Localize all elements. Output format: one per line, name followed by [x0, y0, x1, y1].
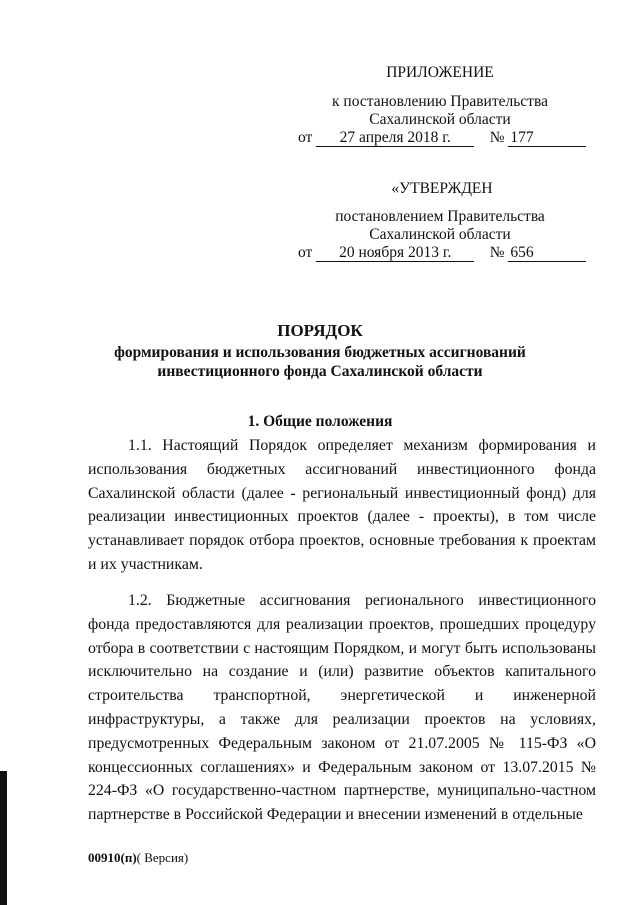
document-version: ( Версия) [136, 850, 189, 865]
approved-number: 656 [508, 245, 586, 262]
appendix-title: ПРИЛОЖЕНИЕ [386, 64, 494, 81]
paragraph-1-2-text: 1.2. Бюджетные ассигнования регионального инвестиционного фонда предоставляются для реализации проектов, прошедших процедуру отбора в соответствии с настоящим Порядком, и могут быть использованы исключительно на создание и (или) развитие объектов капитального строительства транспортной, энергетической и инженерной инфраструктуры, а также для реализации проектов на условиях, предусмотренных Федеральным законом от 21.07.2005 № 115-ФЗ «О концессионных соглашениях» и Федеральным законом от 13.07.2015 № 224-ФЗ «О государственно-частном партнерстве, муниципально-частном партнерстве в Российской Федерации и внесении изменений в отдельные [88, 592, 596, 824]
appendix-line1: к постановлению Правительства [332, 93, 548, 110]
scan-edge-mark [0, 771, 7, 905]
approved-title: «УТВЕРЖДЕН [391, 180, 493, 197]
paragraph-1-1 [88, 434, 596, 577]
approved-from-label: от [298, 244, 313, 261]
approved-line1: постановлением Правительства [335, 208, 545, 225]
appendix-number-label: № [489, 129, 505, 146]
approved-date-line [298, 244, 586, 262]
approved-line2: Сахалинской области [369, 226, 511, 243]
appendix-date: 27 апреля 2018 г. [316, 130, 474, 147]
approved-number-label: № [489, 244, 505, 261]
appendix-number: 177 [508, 130, 586, 147]
paragraph-1-2 [88, 589, 596, 827]
document-title: ПОРЯДОК [277, 321, 363, 340]
document-code: 00910(п) [88, 850, 137, 865]
paragraph-1-1-text: 1.1. Настоящий Порядок определяет механизм формирования и использования бюджетных ассигнований инвестиционного фонда Сахалинской области (далее - региональный инвестиционный фонд) для реализации инвестиционных проектов (далее - проекты), в том числе устанавливает порядок отбора проектов, основные требования к проектам и их участникам. [88, 437, 596, 573]
document-subtitle-line2: инвестиционного фонда Сахалинской области [157, 363, 483, 380]
document-footer [88, 850, 188, 866]
approved-date: 20 ноября 2013 г. [316, 245, 474, 262]
appendix-date-line [298, 129, 586, 147]
appendix-from-label: от [298, 129, 313, 146]
document-subtitle-line1: формирования и использования бюджетных ассигнований [114, 344, 526, 361]
section-heading: 1. Общие положения [247, 413, 393, 430]
appendix-line2: Сахалинской области [369, 111, 511, 128]
